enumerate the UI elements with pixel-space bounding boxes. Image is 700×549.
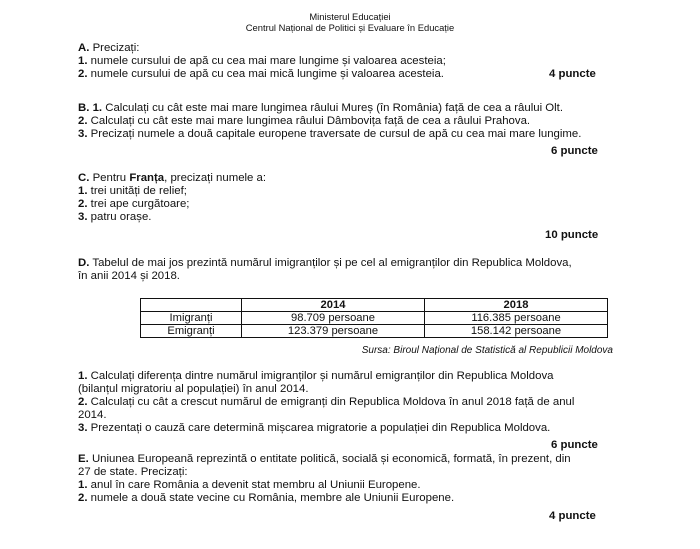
section-d: D. Tabelul de mai jos prezintă numărul imigranților și pe cel al emigranților din Republica Moldova, în anii 2014 și 2018.: [78, 257, 572, 282]
section-b: [78, 102, 613, 141]
section-a-intro: Precizați:: [92, 42, 140, 54]
section-e-points: 4 puncte: [549, 510, 596, 522]
list-item: 1. trei unități de relief;: [78, 185, 187, 197]
list-item: 2. Calculați cu cât a crescut numărul de emigranți din Republica Moldova în anul 2018 față de anul: [78, 396, 575, 408]
country-name: Franța: [129, 172, 165, 184]
section-d-label: D.: [78, 257, 90, 269]
section-c-points: 10 puncte: [545, 229, 599, 241]
section-a-points: 4 puncte: [549, 68, 596, 80]
section-e-label: E.: [78, 453, 89, 465]
list-item: 1. anul în care România a devenit stat membru al Uniunii Europene.: [78, 479, 421, 491]
list-item: 2. Calculați cu cât este mai mare lungimea râului Dâmbovița față de cea a râului Prahova.: [78, 115, 531, 127]
section-d-points: 6 puncte: [551, 439, 598, 451]
list-item: B. 1. Calculați cu cât este mai mare lungimea râului Mureș (în România) față de cea a râului Olt.: [78, 102, 563, 114]
ministry-name: Ministerul Educației: [309, 11, 391, 22]
page-header: [0, 11, 700, 33]
section-a-label: A.: [78, 42, 90, 54]
section-b-points: 6 puncte: [551, 145, 598, 157]
section-e: E. Uniunea Europeană reprezintă o entitate politică, socială și economică, formată, în prezent, din 27 de state. Precizați: 1. anul în care România a devenit stat membru al Uniunii Europene. 2. numele a două state vecine cu România, membre ale Uniunii Europene.: [78, 453, 613, 505]
section-c: C. Pentru Franța, precizați numele a: 1. trei unități de relief; 2. trei ape curgătoare; 3. patru orașe.: [78, 172, 613, 224]
migration-table: [140, 298, 608, 338]
list-item: 2. numele cursului de apă cu cea mai mică lungime și valoarea acesteia.: [78, 68, 444, 80]
center-name: Centrul Național de Politici și Evaluare în Educație: [245, 22, 455, 33]
section-c-label: C.: [78, 172, 90, 184]
section-d-questions: 1. Calculați diferența dintre numărul imigranților și numărul emigranților din Republica Moldova (bilanțul migratoriu al populației) în anul 2014. 2. Calculați cu cât a crescut numărul de emigranți din Republica Moldova în anul 2018 față de anul 2014. 3. Prezentați o cauză care determină mișcarea migratorie a populației din Republica Moldova.: [78, 370, 613, 435]
list-item: 1. Calculați diferența dintre numărul imigranților și numărul emigranților din Republica Moldova: [78, 370, 554, 382]
list-item: 1. numele cursului de apă cu cea mai mare lungime și valoarea acesteia;: [78, 55, 446, 67]
list-item: 2. numele a două state vecine cu România, membre ale Uniunii Europene.: [78, 492, 455, 504]
table-row: Imigranți 98.709 persoane 116.385 persoane: [141, 312, 608, 325]
section-b-label: B.: [78, 102, 90, 114]
table-row: Emigranți 123.379 persoane 158.142 persoane: [141, 325, 608, 338]
list-item: 3. Precizați numele a două capitale europene traversate de cursul de apă cu cea mai mare lungime.: [78, 128, 582, 140]
list-item: 2. trei ape curgătoare;: [78, 198, 190, 210]
section-a: [78, 42, 613, 81]
table-source: Sursa: Biroul Național de Statistică al Republicii Moldova: [361, 345, 613, 356]
table-header-row: 2014 2018: [141, 299, 608, 312]
list-item: 3. patru orașe.: [78, 211, 152, 223]
list-item: 3. Prezentați o cauză care determină mișcarea migratorie a populației din Republica Moldova.: [78, 422, 551, 434]
